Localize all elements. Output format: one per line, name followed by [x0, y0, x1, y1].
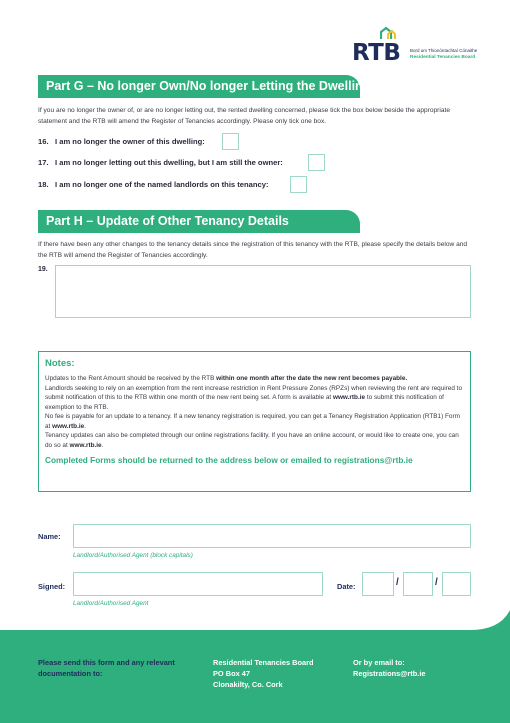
rent-deadline: within one month after the date the new rent becomes payable. — [216, 375, 408, 382]
logo-brand: RTB — [352, 40, 401, 66]
footer-email-link[interactable]: Registrations@rtb.ie — [353, 669, 426, 678]
logo-english-name: Residential Tenancies Board — [410, 55, 476, 60]
logo-irish-name: Bord um Thionóntachtaí Cónaithe — [410, 48, 478, 53]
question-number: 16. — [38, 137, 49, 146]
note-rpz-exemption: Landlords seeking to rely on an exemption from the rent increase restriction in Rent Pressure Zones (RPZs) when reviewing the rent are required to submit notification of this to the RTB within one month of the new rent being set. A form is available at www.rtb.ie to submit this notification of exemption to the RTB. — [45, 384, 463, 411]
name-label: Name: — [38, 532, 61, 541]
notes-return-instructions: Completed Forms should be returned to the address below or emailed to registrations@rtb.ie — [45, 455, 413, 465]
signature-input[interactable] — [73, 572, 323, 596]
question-16 — [38, 137, 205, 146]
question-text: I am no longer letting out this dwelling, but I am still the owner: — [55, 158, 283, 167]
rtb-website-link[interactable]: www.rtb.ie — [69, 441, 102, 449]
field-number-19: 19. — [38, 266, 48, 273]
house-logo-icon — [380, 26, 396, 40]
part-h-title: Part H – Update of Other Tenancy Details — [38, 210, 360, 233]
part-g-title: Part G – No longer Own/No longer Letting the Dwelling — [38, 75, 360, 98]
date-day-input[interactable] — [362, 572, 394, 596]
name-sublabel: Landlord/Authorised Agent (block capitals) — [73, 552, 193, 559]
signed-sublabel: Landlord/Authorised Agent — [73, 600, 149, 607]
question-17 — [38, 158, 283, 167]
rtb-website-link[interactable]: www.rtb.ie — [332, 394, 366, 401]
question-number: 18. — [38, 180, 49, 189]
rtb-logo — [352, 26, 477, 66]
name-input[interactable] — [73, 524, 471, 548]
date-month-input[interactable] — [403, 572, 433, 596]
footer-postal-address: Residential Tenancies Board PO Box 47 Clonakilty, Co. Cork — [213, 658, 314, 689]
signed-label: Signed: — [38, 582, 66, 591]
date-separator: / — [396, 577, 399, 588]
other-tenancy-details-textarea[interactable] — [55, 265, 471, 318]
question-text: I am no longer the owner of this dwelling: — [55, 137, 205, 146]
date-year-input[interactable] — [442, 572, 471, 596]
checkbox-no-longer-owner[interactable] — [222, 133, 239, 150]
footer-send-instructions: Please send this form and any relevant documentation to: — [38, 658, 175, 678]
footer-email: Or by email to: Registrations@rtb.ie — [353, 658, 426, 678]
date-separator: / — [435, 577, 438, 588]
question-number: 17. — [38, 158, 49, 167]
note-online: Tenancy updates can also be completed through our online registrations facility. If you have an online account, or would like to create one, you can do so at www.rtb.ie. — [45, 432, 459, 449]
question-18 — [38, 180, 269, 189]
date-label: Date: — [337, 582, 356, 591]
checkbox-no-longer-named-landlord[interactable] — [290, 176, 307, 193]
part-g-intro: If you are no longer the owner of, or are no longer letting out, the rented dwelling concerned, please tick the box below beside the appropriate statement and the RTB will amend the Register of Tenancies accordingly. Please only tick one box. — [38, 107, 451, 125]
note-no-fee: No fee is payable for an update to a tenancy. If a new tenancy registration is required, you can get a Tenancy Registration Application (RTB1) Form at www.rtb.ie. — [45, 413, 460, 430]
part-h-intro: If there have been any other changes to the tenancy details since the registration of this tenancy with the RTB, please specify the details below and the RTB will amend the Register of Tenancies accordingly. — [38, 241, 468, 259]
notes-title: Notes: — [45, 358, 75, 369]
rtb-website-link[interactable]: www.rtb.ie — [52, 422, 85, 430]
notes-box — [38, 351, 471, 492]
checkbox-no-longer-letting[interactable] — [308, 154, 325, 171]
note-rent-amount: Updates to the Rent Amount should be received by the RTB within one month after the date the new rent becomes payable. — [45, 375, 408, 382]
question-text: I am no longer one of the named landlords on this tenancy: — [55, 180, 269, 189]
